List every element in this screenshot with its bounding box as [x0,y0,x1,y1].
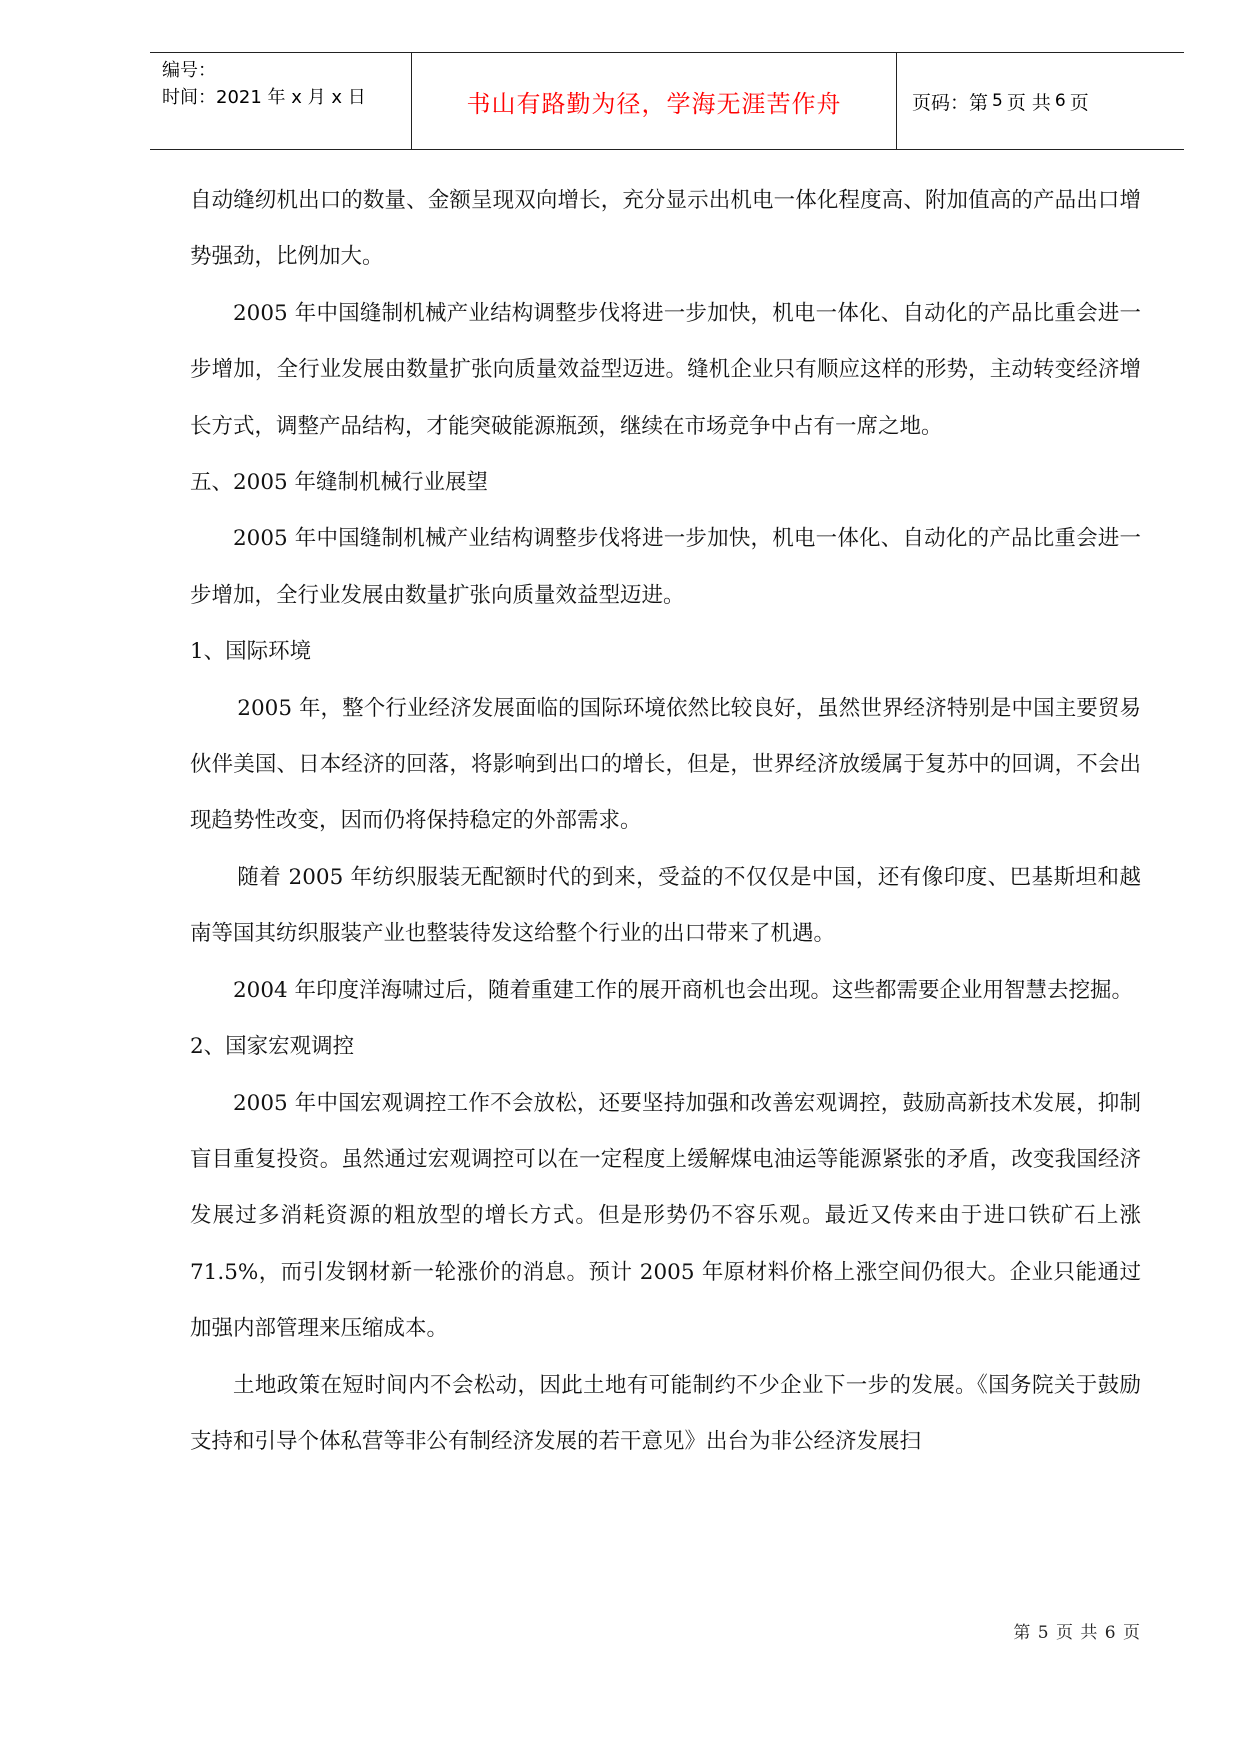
page-header [150,52,1184,150]
header-meta [162,57,412,111]
paragraph: 2005 年中国缝制机械产业结构调整步伐将进一步加快，机电一体化、自动化的产品比重会进一步增加，全行业发展由数量扩张向质量效益型迈进。缝机企业只有顺应这样的形势，主动转变经济增长方式，调整产品结构，才能突破能源瓶颈，继续在市场竞争中占有一席之地。 [190,300,1141,439]
page-total: 6 [1054,91,1066,111]
document-time-label: 时间：2021 年 x 月 x 日 [162,87,366,108]
paragraph: 2、国家宏观调控 [190,1034,355,1060]
header-page-number [912,53,1089,149]
page-footer: 第 5 页 共 6 页 [1013,1623,1141,1643]
paragraph: 土地政策在短时间内不会松动，因此土地有可能制约不少企业下一步的发展。《国务院关于鼓励支持和引导个体私营等非公有制经济发展的若干意见》出台为非公经济发展扫 [190,1372,1141,1454]
paragraph: 2005 年中国缝制机械产业结构调整步伐将进一步加快，机电一体化、自动化的产品比重会进一步增加，全行业发展由数量扩张向质量效益型迈进。 [190,526,1141,608]
paragraph: 五、2005 年缝制机械行业展望 [190,470,489,496]
document-body [190,173,1141,1470]
page-suffix: 页 [1069,91,1089,114]
header-motto: 书山有路勤为径，学海无涯苦作舟 [466,89,842,118]
paragraph: 1、国际环境 [190,639,312,665]
page-current: 5 [992,91,1003,111]
page-prefix: 页码：第 [912,91,989,114]
paragraph: 2004 年印度洋海啸过后，随着重建工作的展开商机也会出现。这些都需要企业用智慧去挖掘。 [233,977,1134,1003]
paragraph: 随着 2005 年纺织服装无配额时代的到来，受益的不仅仅是中国，还有像印度、巴基斯坦和越南等国其纺织服装产业也整装待发这给整个行业的出口带来了机遇。 [190,864,1141,947]
document-number-label: 编号： [162,60,216,81]
paragraph: 自动缝纫机出口的数量、金额呈现双向增长，充分显示出机电一体化程度高、附加值高的产品出口增势强劲，比例加大。 [190,188,1141,270]
header-divider-right [896,53,897,149]
page-mid: 页 共 [1006,91,1051,114]
paragraph: 2005 年，整个行业经济发展面临的国际环境依然比较良好，虽然世界经济特别是中国主要贸易伙伴美国、日本经济的回落，将影响到出口的增长，但是，世界经济放缓属于复苏中的回调，不会出现趋势性改变，因而仍将保持稳定的外部需求。 [190,695,1141,834]
paragraph: 2005 年中国宏观调控工作不会放松，还要坚持加强和改善宏观调控，鼓励高新技术发展，抑制盲目重复投资。虽然通过宏观调控可以在一定程度上缓解煤电油运等能源紧张的矛盾，改变我国经济发展过多消耗资源的粗放型的增长方式。但是形势仍不容乐观。最近又传来由于进口铁矿石上涨 71.5%，而引发钢材新一轮涨价的消息。预计 2005 年原材料价格上涨空间仍很大。企业只能通过加强内部管理来压缩成本。 [190,1090,1141,1342]
